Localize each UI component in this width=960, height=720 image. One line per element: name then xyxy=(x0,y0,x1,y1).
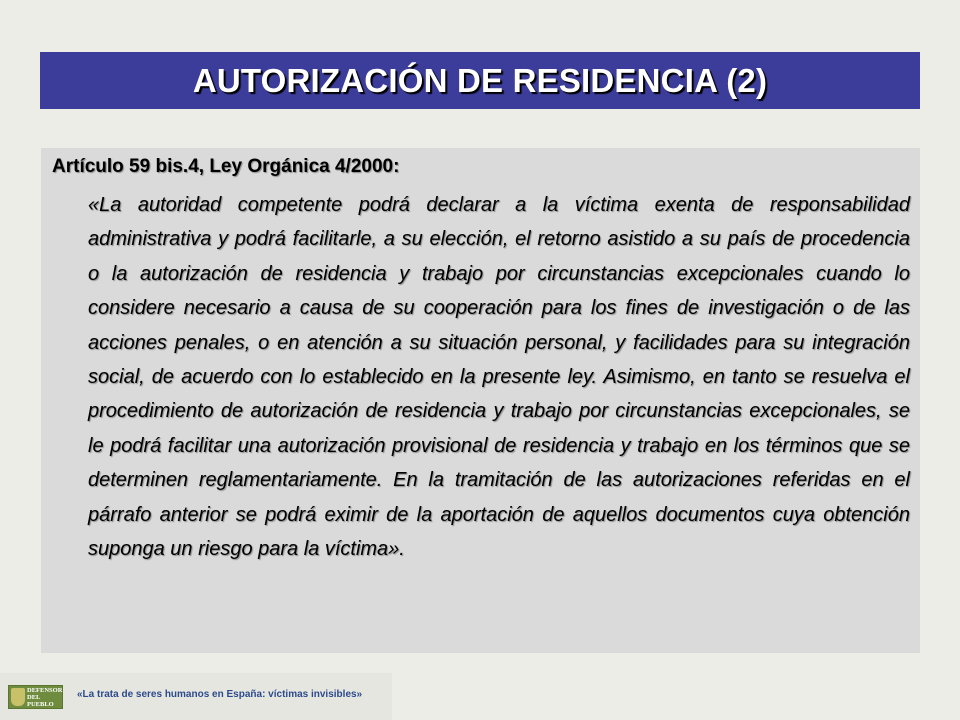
footer-caption: «La trata de seres humanos en España: víctimas invisibles» xyxy=(77,689,363,700)
defensor-del-pueblo-logo xyxy=(8,685,63,709)
coat-of-arms-icon xyxy=(11,688,25,706)
page-title: AUTORIZACIÓN DE RESIDENCIA (2) xyxy=(192,61,768,99)
logo-line-2: DEL PUEBLO xyxy=(27,693,54,708)
logo-line-1: DEFENSOR xyxy=(27,686,63,694)
legal-quote: «La autoridad competente podrá declarar a la víctima exenta de responsabilidad administrativa y podrá facilitarle, a su elección, el retorno asistido a su país de procedencia o la autorización de residencia y trabajo por circunstancias excepcionales cuando lo considere necesario a causa de su cooperación para los fines de investigación o de las acciones penales, o en atención a su situación personal, y facilidades para su integración social, de acuerdo con lo establecido en la presente ley. Asimismo, en tanto se resuelva el procedimiento de autorización de residencia y trabajo por circunstancias excepcionales, se le podrá facilitar una autorización provisional de residencia y trabajo en los términos que se determinen reglamentariamente. En la tramitación de las autorizaciones referidas en el párrafo anterior se podrá eximir de la aportación de aquellos documentos cuya obtención suponga un riesgo para la víctima». xyxy=(88,194,910,561)
content-box xyxy=(41,148,920,653)
logo-text xyxy=(27,687,62,708)
title-bar xyxy=(40,52,920,109)
article-reference: Artículo 59 bis.4, Ley Orgánica 4/2000: xyxy=(52,156,400,177)
